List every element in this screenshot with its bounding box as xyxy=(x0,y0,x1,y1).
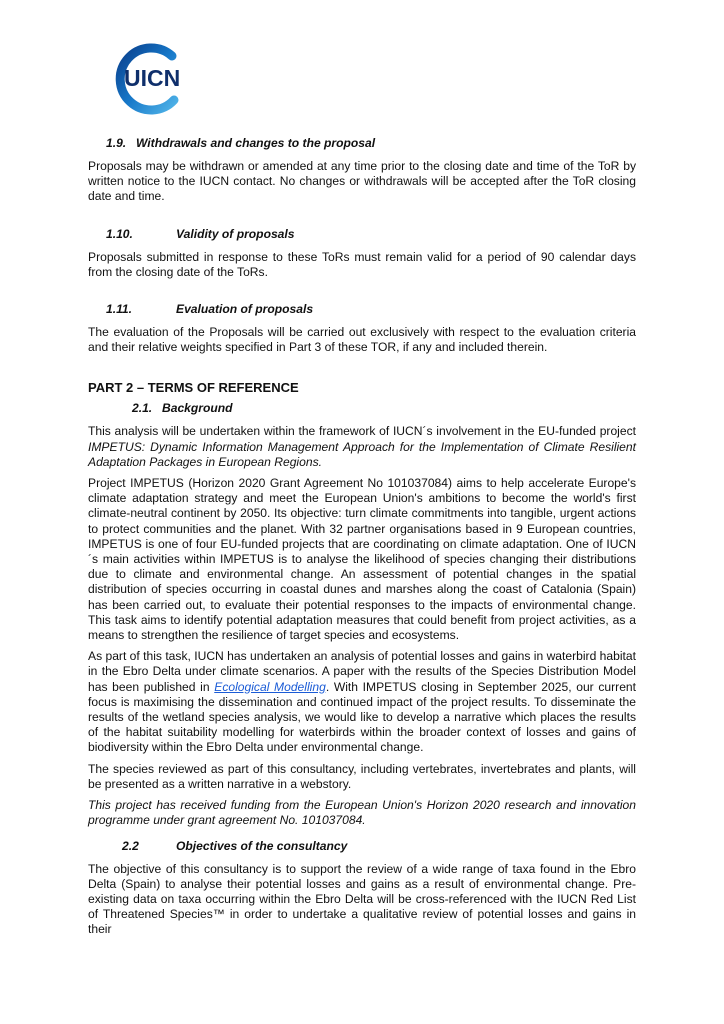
iucn-logo-mark xyxy=(112,40,188,116)
paragraph-text: . With IMPETUS closing in September 2025, our current focus is maximising the dissemination and continued impact of the project results. To disseminate the results of the wetland species analysis, we would like to develop a narrative which places the results of the habitat suitability modelling for waterbirds within the broader context of losses and gains of biodiversity within the Ebro Delta under environmental change. xyxy=(88,679,637,755)
iucn-logo xyxy=(112,40,188,116)
section-title: Background xyxy=(162,401,233,416)
paragraph: The objective of this consultancy is to support the review of a wide range of taxa found in the Ebro Delta (Spain) to analyse their potential losses and gains as a result of environmental change. Pre-existing data on taxa occurring within the Ebro Delta will be cross-referenced with the IUCN Red List of Threatened Species™ in order to undertake a qualitative review of potential losses and gains in their xyxy=(88,861,636,937)
section-number: 2.2 xyxy=(122,838,139,853)
section-number: 2.1. xyxy=(132,401,153,416)
section-heading-1-10 xyxy=(106,227,636,242)
funding-statement: This project has received funding from the European Union's Horizon 2020 research and innovation programme under grant agreement No. 101037084. xyxy=(88,798,636,828)
paragraph: The species reviewed as part of this consultancy, including vertebrates, invertebrates and plants, will be presented as a written narrative in a webstory. xyxy=(88,761,636,791)
section-number: 1.9. xyxy=(106,136,127,150)
logo-text: UICN xyxy=(124,65,181,91)
section-title: Validity of proposals xyxy=(176,226,295,241)
project-title-italic: IMPETUS: Dynamic Information Management Approach for the Implementation of Climate Resilient Adaptation Packages in European Regions. xyxy=(88,439,636,469)
section-title: Withdrawals and changes to the proposal xyxy=(136,136,376,150)
section-heading-2-2 xyxy=(122,839,636,854)
section-title: Objectives of the consultancy xyxy=(176,838,348,853)
paragraph xyxy=(88,649,636,755)
section-heading-1-11 xyxy=(106,302,636,317)
section-heading-2-1 xyxy=(132,401,636,416)
section-title: Evaluation of proposals xyxy=(176,302,314,317)
paragraph: The evaluation of the Proposals will be carried out exclusively with respect to the evaluation criteria and their relative weights specified in Part 3 of these TOR, if any and included therein. xyxy=(88,325,636,355)
part-heading: PART 2 – TERMS OF REFERENCE xyxy=(88,380,299,396)
paragraph: Proposals submitted in response to these ToRs must remain valid for a period of 90 calendar days from the closing date of the ToRs. xyxy=(88,249,636,279)
paragraph: Proposals may be withdrawn or amended at any time prior to the closing date and time of the ToR by written notice to the IUCN contact. No changes or withdrawals will be accepted after the ToR closing date and time. xyxy=(88,159,636,204)
paragraph: Project IMPETUS (Horizon 2020 Grant Agreement No 101037084) aims to help accelerate Europe's climate adaptation strategy and meet the European Union's ambitions to become the world's first climate-neutral continent by 2050. Its objective: turn climate commitments into tangible, urgent actions to protect communities and the planet. With 32 partner organisations based in 9 European countries, IMPETUS is one of four EU-funded projects that are coordinating on climate adaptation. One of IUCN´s main activities within IMPETUS is to analyse the likelihood of species changing their distributions due to climate and environmental change. An assessment of potential changes in the spatial distribution of species occurring in coastal dunes and marshes along the coast of Catalonia (Spain) has been carried out, to evaluate their potential responses to the impacts of environmental change. This task aims to identify potential adaptation measures that could benefit from project activities, as a means to strengthen the resilience of target species and ecosystems. xyxy=(88,476,636,643)
section-number: 1.11. xyxy=(106,302,132,317)
paragraph-text: This analysis will be undertaken within the framework of IUCN´s involvement in the EU-funded project xyxy=(88,424,636,439)
paragraph xyxy=(88,424,636,470)
section-number: 1.10. xyxy=(106,226,133,241)
document-body xyxy=(88,136,636,938)
paragraph-text: As part of this task, IUCN has undertaken an analysis of potential losses and gains in waterbird habitat in the Ebro Delta under climate scenarios. A paper with the results of the Species Distribution Model has been published in xyxy=(88,649,636,694)
ecological-modelling-link[interactable]: Ecological Modelling xyxy=(214,679,326,694)
section-heading-1-9 xyxy=(106,136,636,151)
